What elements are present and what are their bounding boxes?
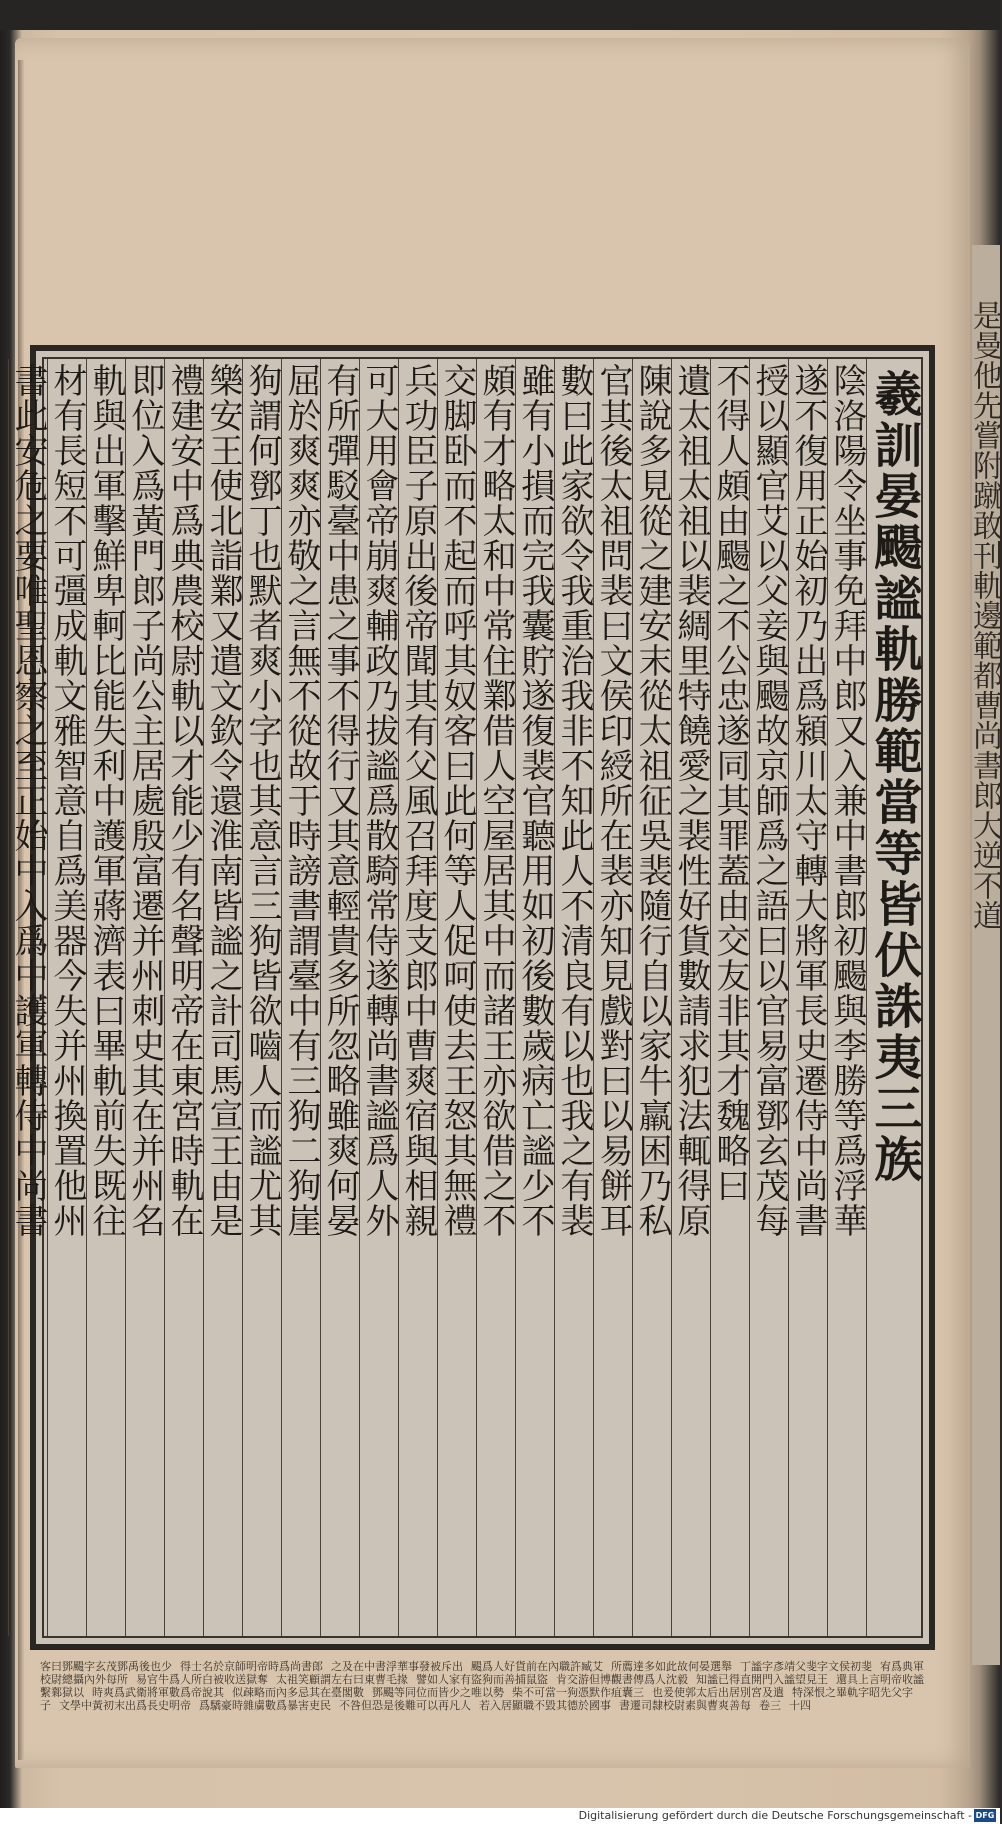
text-column: 交脚卧而不起而呼其奴客曰此何等人促呵使去王怒其無禮 xyxy=(437,359,476,1636)
text-column: 即位入爲黃門郎子尚公主居處殷富遷并州刺史其在并州名 xyxy=(125,359,164,1636)
commentary-line: 丁謐字彥靖父斐字文侯初斐 xyxy=(740,1660,872,1673)
text-column: 頗有才略太和中常住鄴借人空屋居其中而諸王亦欲借之不 xyxy=(476,359,515,1636)
text-column: 雖有小損而完我囊貯遂復裴官聽用如初後數歲病亡謐少不 xyxy=(515,359,554,1636)
commentary-line: 譬如人家有盜狗而善捕鼠盜 xyxy=(416,1673,548,1686)
text-column: 禮建安中爲典農校尉軌以才能少有名聲明帝在東宮時軌在 xyxy=(164,359,203,1636)
margin-page-number: 十四 xyxy=(789,1699,811,1712)
text-column: 遂不復用正始初乃出爲潁川太守轉大將軍長史遷侍中尚書 xyxy=(788,359,827,1636)
text-column: 授以顯官艾以父妾與颺故京師爲之語曰以官易富鄧玄茂每 xyxy=(749,359,788,1636)
commentary-line: 客曰鄧颺字玄茂鄧禹後也少 xyxy=(40,1660,172,1673)
commentary-line: 時爽爲武衛將軍數爲帝說其 xyxy=(92,1686,224,1699)
commentary-line: 肯交游但博觀書傳爲人沈毅 xyxy=(556,1673,688,1686)
commentary-line: 颺爲人好貨前在內職許臧艾 xyxy=(471,1660,603,1673)
commentary-block xyxy=(40,1660,930,1790)
commentary-line: 書遷司隸校尉素與曹爽善每 xyxy=(619,1699,751,1712)
commentary-line: 知謐已得直開門入謐望見王 xyxy=(696,1673,828,1686)
text-column: 狗謂何鄧丁也默者爽小字也其意言三狗皆欲嚙人而謐尤其 xyxy=(242,359,281,1636)
top-dark-edge xyxy=(0,0,1000,30)
text-column: 兵功臣子原出後帝聞其有父風召拜度支郎中曹爽宿與相親 xyxy=(398,359,437,1636)
commentary-line: 特深恨之畢軌字昭先父字子 xyxy=(40,1686,913,1712)
commentary-line: 文學中黃初末出爲長史明帝 xyxy=(59,1699,191,1712)
text-column: 有所彈駁臺中患之事不得行又其意輕貴多所忽略雖爽何晏 xyxy=(320,359,359,1636)
margin-page-label: 卷三 xyxy=(759,1699,781,1712)
commentary-line: 似疎略而內多忌其在臺閣數 xyxy=(232,1686,364,1699)
commentary-line: 宥爲典軍校尉總攝內外每所 xyxy=(40,1660,924,1686)
commentary-line: 鄧颺等同位而皆少之唯以勢 xyxy=(372,1686,504,1699)
main-title: 羲訓晏颺謐軌勝範當等皆伏誅夷三族 xyxy=(866,359,921,1636)
text-column: 書此安危之要唯聖恩察之至正始中入爲中護軍轉侍中尚書 xyxy=(8,359,47,1636)
next-page-text: 是曼他先嘗附蹴敢刊軌邊範都曹尚書郎大逆不道 xyxy=(967,300,1002,930)
commentary-line: 易官牛爲人所白被收送獄奪 xyxy=(136,1673,268,1686)
text-column: 數曰此家欲令我重治我非不知此人不清良有以也我之有裴 xyxy=(554,359,593,1636)
text-column: 遺太祖太祖以裴綢里特饒愛之裴性好貨數請求犯法輒得原 xyxy=(671,359,710,1636)
text-column: 官其後太祖問裴曰文侯印綬所在裴亦知見戲對曰以易餅耳 xyxy=(593,359,632,1636)
text-block-frame xyxy=(8,345,935,1650)
text-column: 陰洛陽令坐事免拜中郎又入兼中書郎初颺與李勝等爲浮華 xyxy=(827,359,866,1636)
dfg-logo: DFG xyxy=(975,1811,995,1820)
commentary-line: 柴不可當一狗憑默作疽囊三 xyxy=(512,1686,644,1699)
text-column: 可大用會帝崩爽輔政乃拔謐爲散騎常侍遂轉尚書謐爲人外 xyxy=(359,359,398,1636)
text-column: 材有長短不可彊成軌文雅智意自爲美器今失并州換置他州 xyxy=(47,359,86,1636)
text-column: 陳說多見從之建安末從太祖征吳裴隨行自以家牛羸困乃私 xyxy=(632,359,671,1636)
commentary-line: 也爰使郭太后出居別宮及遣 xyxy=(652,1686,784,1699)
commentary-line: 得士名於京師明帝時爲尚書郎 xyxy=(180,1660,323,1673)
text-column: 屈於爽爽亦敬之言無不從故于時謗書謂臺中有三狗二狗崖 xyxy=(281,359,320,1636)
text-column: 不得人頗由颺之不公忠遂同其罪蓋由交友非其才魏略曰 xyxy=(710,359,749,1636)
text-columns xyxy=(8,359,922,1636)
commentary-line: 太祖笑顧謂左右曰東曹毛掾 xyxy=(276,1673,408,1686)
text-column: 樂安王使北詣鄴又遣文欽令還淮南皆謐之計司馬宣王由是 xyxy=(203,359,242,1636)
commentary-line: 爲驕豪時雜虜數爲暴害吏民 xyxy=(199,1699,331,1712)
footer-credit: Digitalisierung gefördert durch die Deutsche Forschungsgemeinschaft - xyxy=(578,1809,972,1822)
text-column: 軌與出軍擊鮮卑軻比能失利中護軍蔣濟表曰畢軌前失既往 xyxy=(86,359,125,1636)
commentary-line: 所薦達多如此故何晏選舉 xyxy=(611,1660,732,1673)
commentary-line: 之及在中書浮華事發被斥出 xyxy=(331,1660,463,1673)
commentary-line: 不咎但恐是後難可以再凡人 xyxy=(339,1699,471,1712)
commentary-line: 若入居顯職不毀其德於國事 xyxy=(479,1699,611,1712)
commentary-line: 還具上言明帝收謐繫鄴獄以 xyxy=(40,1673,924,1699)
